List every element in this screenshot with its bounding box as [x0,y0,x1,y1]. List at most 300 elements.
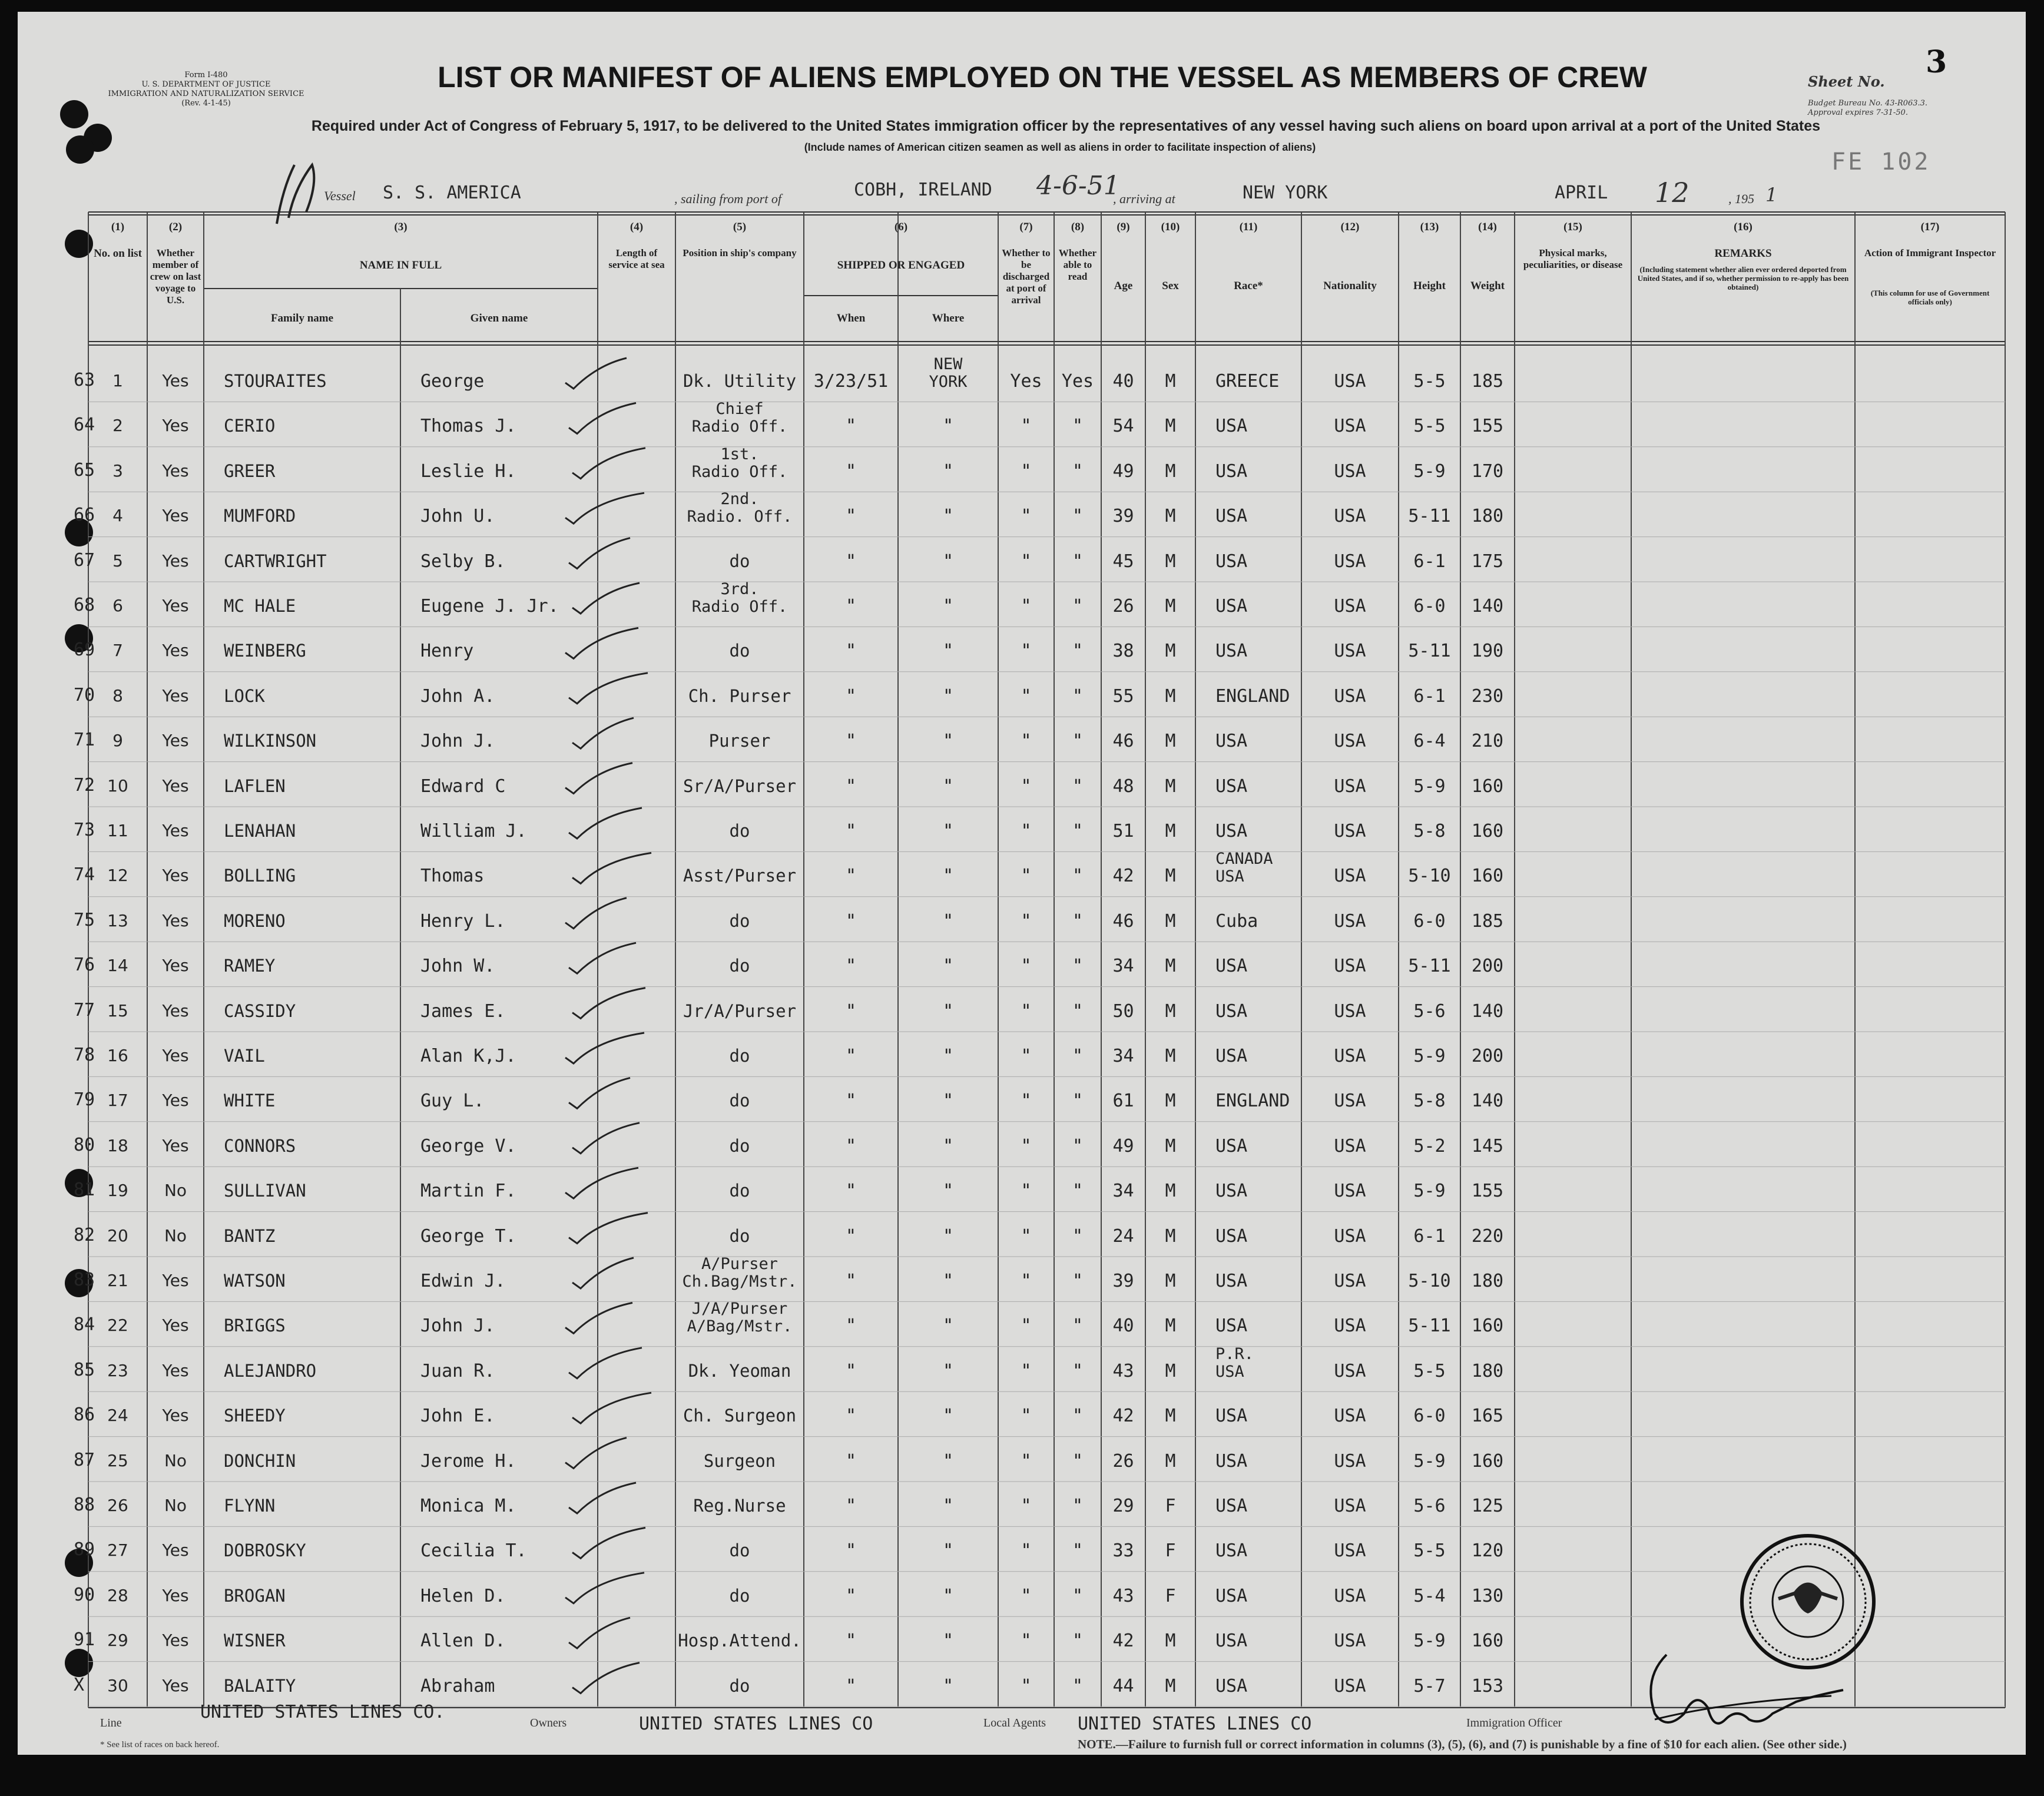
cell-read: Yes [1061,371,1094,392]
cell-nat: USA [1334,685,1366,707]
cell-when: " [845,1450,857,1472]
cell-when: " [845,641,857,662]
cell-disch: " [1021,1315,1032,1337]
cell-weight: 155 [1471,416,1504,437]
form-number: Form I-480 U. S. DEPARTMENT OF JUSTICE IMMIGRATION AND NATURALIZATION SERVICE (Rev. 4-1-45) [108,71,304,108]
column-note-c16: (Including statement whether alien ever ordered deported from United States, and if so, whether permission to re-apply has been obtained) [1637,265,1849,291]
cell-family: BALAITY [224,1675,296,1696]
cell-when: " [845,460,857,482]
cell-last: No [164,1496,187,1515]
cell-nat: USA [1334,551,1366,572]
cell-where: " [942,1135,954,1157]
cell-pos: Surgeon [703,1450,776,1471]
cell-weight: 160 [1471,1315,1504,1337]
cell-disch: " [1021,460,1032,482]
port-from: COBH, IRELAND [854,180,992,200]
margin-number: 75 [74,909,95,930]
cell-when: " [845,1046,857,1066]
cell-where: " [942,1046,954,1066]
cell-sex: M [1165,685,1176,707]
cell-when: " [845,956,857,977]
cell-sex: M [1165,460,1176,482]
cell-family: WILKINSON [224,731,317,751]
cell-last: Yes [162,685,189,705]
cell-height: 5-10 [1408,866,1451,887]
handwritten-date: 4-6-51 [1036,171,1120,201]
cell-weight: 145 [1471,1135,1504,1157]
column-number-c6: (6) [894,221,908,233]
cell-disch: " [1021,1675,1032,1696]
sheet-label-text: Sheet No. [1808,73,1885,90]
cell-read: " [1072,1631,1084,1652]
margin-number: 73 [74,820,95,840]
cell-pos: 2nd. Radio. Off. [687,490,793,526]
cell-sex: M [1165,731,1176,752]
margin-number: 70 [74,684,95,705]
cell-pos: 3rd. Radio Off. [691,580,788,616]
cell-height: 5-6 [1413,1000,1446,1022]
cell-family: LOCK [224,685,265,706]
cell-nat: USA [1334,1585,1366,1606]
cell-weight: 125 [1471,1496,1504,1516]
cell-race: USA [1215,460,1248,482]
cell-age: 26 [1112,596,1134,617]
cell-age: 42 [1112,1631,1134,1652]
cell-family: GREER [224,460,276,481]
cell-read: " [1072,416,1084,437]
table-row [18,809,2026,851]
cell-race: ENGLAND [1215,685,1290,707]
cell-height: 5-2 [1413,1135,1446,1157]
cell-given: Henry [420,641,474,662]
cell-given: William J. [420,821,527,841]
cell-no: 26 [107,1496,128,1515]
cell-disch: " [1021,1406,1032,1427]
cell-when: " [845,1675,857,1696]
cell-no: 6 [112,596,123,615]
cell-height: 6-0 [1413,910,1446,932]
cell-when: " [845,1091,857,1112]
cell-last: Yes [162,1135,189,1155]
cell-given: John W. [420,956,495,977]
cell-given: Henry L. [420,910,506,932]
cell-sex: M [1165,1225,1176,1247]
cell-given: George V. [420,1135,516,1157]
cell-no: 8 [112,685,123,705]
cell-age: 46 [1112,731,1134,752]
cell-no: 11 [107,821,128,840]
cell-when: " [845,1631,857,1652]
margin-number: 87 [74,1449,95,1470]
cell-weight: 200 [1471,1046,1504,1066]
cell-last: Yes [162,1360,189,1380]
table-row [18,1529,2026,1571]
cell-sex: M [1165,551,1176,572]
cell-disch: " [1021,821,1032,841]
table-row [18,1079,2026,1121]
cell-given: Thomas J. [420,416,516,437]
cell-disch: " [1021,910,1032,932]
cell-read: " [1072,776,1084,797]
cell-disch: " [1021,1046,1032,1066]
cell-weight: 120 [1471,1540,1504,1562]
cell-height: 5-10 [1408,1271,1451,1291]
cell-nat: USA [1334,1406,1366,1427]
table-row [18,1439,2026,1482]
cell-when: " [845,910,857,932]
vessel-name: S. S. AMERICA [383,183,521,203]
cell-sex: M [1165,1406,1176,1427]
margin-number: 85 [74,1359,95,1380]
cell-where: " [942,776,954,797]
cell-sex: M [1165,641,1176,662]
cell-nat: USA [1334,776,1366,797]
margin-number: 63 [74,370,95,390]
cell-nat: USA [1334,1496,1366,1516]
cell-when: " [845,776,857,797]
cell-read: " [1072,1046,1084,1066]
cell-weight: 230 [1471,685,1504,707]
cell-age: 24 [1112,1225,1134,1247]
cell-given: John J. [420,731,495,752]
cell-pos: do [729,1540,750,1561]
margin-number: 81 [74,1179,95,1201]
cell-read: " [1072,1406,1084,1427]
column-header-c13: Height [1413,280,1446,292]
cell-family: MORENO [224,910,286,931]
cell-disch: " [1021,1271,1032,1291]
cell-weight: 130 [1471,1585,1504,1606]
cell-age: 61 [1112,1091,1134,1112]
cell-sex: M [1165,1135,1176,1157]
cell-sex: M [1165,1450,1176,1472]
cell-where: " [942,1360,954,1381]
table-row [18,850,2026,896]
cell-family: VAIL [224,1046,265,1066]
cell-no: 18 [107,1135,128,1155]
cell-read: " [1072,956,1084,977]
cell-given: Selby B. [420,551,506,572]
cell-family: SHEEDY [224,1406,286,1426]
cell-height: 5-6 [1413,1496,1446,1516]
cell-when: " [845,821,857,841]
cell-read: " [1072,460,1084,482]
cell-nat: USA [1334,1000,1366,1022]
cell-no: 25 [107,1450,128,1470]
cell-last: Yes [162,821,189,840]
cell-age: 54 [1112,416,1134,437]
handwritten-mark [265,153,353,230]
cell-sex: M [1165,776,1176,797]
owners-label: Owners [530,1717,567,1729]
cell-last: Yes [162,1406,189,1426]
cell-nat: USA [1334,416,1366,437]
inspector-signature [1619,1637,1855,1737]
cell-age: 55 [1112,685,1134,707]
cell-race: USA [1215,1406,1248,1427]
cell-read: " [1072,1496,1084,1516]
cell-last: Yes [162,731,189,751]
cell-nat: USA [1334,1675,1366,1696]
cell-when: " [845,1000,857,1022]
cell-given: Guy L. [420,1091,485,1112]
cell-family: CASSIDY [224,1000,296,1021]
cell-race: USA [1215,1540,1248,1562]
cell-pos: Dk. Yeoman [688,1360,791,1381]
cell-family: ALEJANDRO [224,1360,317,1381]
cell-disch: " [1021,776,1032,797]
cell-no: 4 [112,506,123,526]
cell-age: 26 [1112,1450,1134,1472]
cell-height: 5-11 [1408,956,1451,977]
cell-weight: 165 [1471,1406,1504,1427]
cell-sex: M [1165,1631,1176,1652]
year-suffix: 1 [1765,184,1778,206]
cell-nat: USA [1334,821,1366,841]
cell-given: Thomas [420,866,485,887]
cell-read: " [1072,821,1084,841]
cell-race: USA [1215,1496,1248,1516]
cell-height: 6-1 [1413,1225,1446,1247]
cell-family: SULLIVAN [224,1181,306,1201]
cell-read: " [1072,1135,1084,1157]
cell-read: " [1072,731,1084,752]
cell-no: 12 [107,866,128,886]
cell-weight: 180 [1471,1360,1504,1381]
cell-last: Yes [162,596,189,615]
table-row [18,400,2026,446]
cell-nat: USA [1334,1450,1366,1472]
cell-given: Alan K,J. [420,1046,516,1066]
cell-age: 42 [1112,1406,1134,1427]
margin-number: 65 [74,459,95,481]
column-header-c9: Age [1114,280,1133,292]
cell-pos: Asst/Purser [683,866,797,886]
cell-weight: 190 [1471,641,1504,662]
cell-given: James E. [420,1000,506,1022]
cell-age: 43 [1112,1360,1134,1381]
cell-read: " [1072,1675,1084,1696]
cell-when: " [845,731,857,752]
cell-race: GREECE [1215,371,1280,392]
cell-given: Cecilia T. [420,1540,527,1562]
cell-height: 5-8 [1413,1091,1446,1112]
cell-sex: M [1165,821,1176,841]
cell-race: USA [1215,1585,1248,1606]
cell-sex: M [1165,506,1176,527]
cell-nat: USA [1334,866,1366,887]
cell-where: " [942,1271,954,1291]
cell-family: WEINBERG [224,641,306,661]
cell-pos: 1st. Radio Off. [691,445,788,481]
column-header-c6: SHIPPED OR ENGAGED [837,259,965,271]
cell-race: USA [1215,1000,1248,1022]
officer-label: Immigration Officer [1466,1717,1562,1729]
cell-height: 5-5 [1413,416,1446,437]
cell-given: Allen D. [420,1631,506,1652]
cell-pos: Jr/A/Purser [683,1000,797,1021]
punch-hole [65,230,93,258]
cell-pos: Reg.Nurse [693,1496,786,1516]
cell-nat: USA [1334,1046,1366,1066]
cell-when: " [845,416,857,437]
cell-pos: Hosp.Attend. [678,1631,801,1651]
line-label: Line [100,1717,122,1729]
cell-race: Cuba [1215,910,1258,932]
margin-number: 88 [74,1495,95,1515]
cell-pos: Ch. Purser [688,685,791,706]
cell-sex: M [1165,1000,1176,1022]
cell-given: Juan R. [420,1360,495,1381]
column-header-c14: Weight [1470,280,1505,292]
cell-where: " [942,460,954,482]
cell-weight: 185 [1471,371,1504,392]
cell-given: John E. [420,1406,495,1427]
cell-sex: F [1165,1496,1176,1516]
cell-when: " [845,1225,857,1247]
margin-number: 67 [74,549,95,571]
cell-disch: " [1021,416,1032,437]
cell-family: STOURAITES [224,371,327,391]
cell-read: " [1072,1360,1084,1381]
cell-read: " [1072,551,1084,572]
cell-height: 5-4 [1413,1585,1446,1606]
cell-when: " [845,506,857,527]
cell-age: 49 [1112,460,1134,482]
table-row [18,764,2026,807]
cell-age: 39 [1112,1271,1134,1291]
cell-pos: do [729,1091,750,1111]
cell-weight: 140 [1471,1000,1504,1022]
column-number-c3: (3) [394,221,408,233]
cell-disch: " [1021,1091,1032,1112]
cell-age: 34 [1112,1181,1134,1202]
cell-height: 5-9 [1413,1181,1446,1202]
cell-where: " [942,1585,954,1606]
cell-read: " [1072,1091,1084,1112]
cell-when: " [845,1271,857,1291]
cell-age: 33 [1112,1540,1134,1562]
cell-age: 42 [1112,866,1134,887]
cell-sex: M [1165,1181,1176,1202]
margin-number: 64 [74,415,95,436]
cell-no: 13 [107,910,128,930]
cell-age: 38 [1112,641,1134,662]
cell-sex: M [1165,1360,1176,1381]
column-header-c2: Whether member of crew on last voyage to U.S. [150,247,201,306]
cell-weight: 160 [1471,866,1504,887]
column-header-c5: Position in ship's company [683,247,797,259]
cell-nat: USA [1334,731,1366,752]
agents-label: Local Agents [983,1717,1046,1729]
cell-where: " [942,416,954,437]
cell-sex: M [1165,956,1176,977]
cell-nat: USA [1334,1135,1366,1157]
cell-race: USA [1215,1271,1248,1291]
cell-weight: 180 [1471,1271,1504,1291]
year-prefix: , 195 [1728,191,1754,206]
cell-where: " [942,731,954,752]
cell-when: " [845,685,857,707]
cell-nat: USA [1334,1631,1366,1652]
cell-disch: " [1021,551,1032,572]
table-row [18,1124,2026,1167]
arrival-day: 12 [1655,177,1689,208]
cell-race: USA [1215,641,1248,662]
column-number-c10: (10) [1161,221,1180,233]
cell-age: 44 [1112,1675,1134,1696]
table-row [18,944,2026,986]
table-row [18,629,2026,671]
cell-no: 1 [112,371,123,390]
cell-where: " [942,1091,954,1112]
cell-sex: F [1165,1585,1176,1606]
column-header-c15: Physical marks, peculiarities, or disease [1523,247,1623,270]
cell-no: 9 [112,731,123,751]
cell-weight: 220 [1471,1225,1504,1247]
column-header-c12: Nationality [1323,280,1377,292]
cell-last: Yes [162,910,189,930]
cell-no: 10 [107,776,128,796]
cell-sex: M [1165,1675,1176,1696]
cell-when: " [845,1406,857,1427]
cell-family: CERIO [224,416,276,436]
cell-last: Yes [162,1046,189,1065]
column-number-c17: (17) [1920,221,1940,233]
cell-last: Yes [162,1315,189,1336]
cell-last: Yes [162,1000,189,1020]
cell-nat: USA [1334,1315,1366,1337]
cell-no: 19 [107,1181,128,1201]
arrival-month: APRIL [1555,183,1608,203]
cell-when: " [845,1585,857,1606]
cell-nat: USA [1334,1360,1366,1381]
margin-number: 78 [74,1045,95,1065]
margin-number: 82 [74,1224,95,1245]
cell-weight: 155 [1471,1181,1504,1202]
cell-where: " [942,1675,954,1696]
cell-no: 5 [112,551,123,571]
cell-weight: 140 [1471,596,1504,617]
cell-where: " [942,685,954,707]
cell-family: DONCHIN [224,1450,296,1471]
cell-when: " [845,596,857,617]
cell-pos: do [729,821,750,841]
cell-where: " [942,956,954,977]
cell-where: " [942,506,954,527]
cell-read: " [1072,685,1084,707]
cell-race: USA [1215,1225,1248,1247]
cell-nat: USA [1334,596,1366,617]
cell-last: Yes [162,641,189,661]
cell-no: 7 [112,641,123,661]
cell-height: 5-5 [1413,371,1446,392]
cell-pos: do [729,1585,750,1606]
cell-height: 5-9 [1413,460,1446,482]
cell-disch: " [1021,1585,1032,1606]
cell-race: USA [1215,776,1248,797]
table-row [18,1344,2026,1391]
cell-race: USA [1215,731,1248,752]
cell-pos: do [729,1046,750,1066]
cell-where: " [942,1406,954,1427]
margin-number: 74 [74,864,95,886]
cell-given: George [420,371,485,392]
cell-age: 34 [1112,1046,1134,1066]
margin-number: 72 [74,774,95,796]
cell-age: 46 [1112,910,1134,932]
table-row [18,580,2026,627]
